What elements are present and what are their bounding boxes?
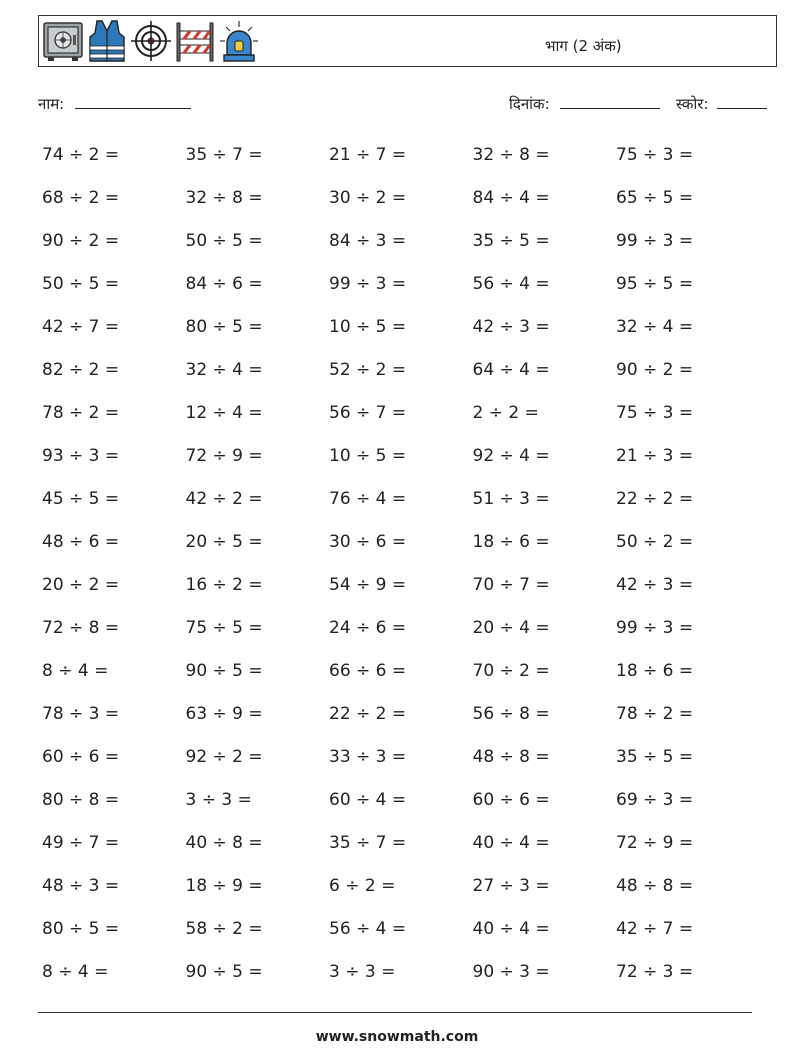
date-field bbox=[509, 94, 660, 114]
problem-item: 60 ÷ 4 = bbox=[329, 790, 407, 810]
problem-item: 35 ÷ 7 = bbox=[185, 145, 263, 165]
problem-item: 10 ÷ 5 = bbox=[329, 446, 407, 466]
siren-light-icon bbox=[218, 19, 260, 63]
problem-item: 51 ÷ 3 = bbox=[472, 489, 550, 509]
problem-item: 21 ÷ 3 = bbox=[616, 446, 694, 466]
problem-item: 65 ÷ 5 = bbox=[616, 188, 694, 208]
problem-item: 32 ÷ 8 = bbox=[185, 188, 263, 208]
problem-item: 49 ÷ 7 = bbox=[42, 833, 120, 853]
problem-item: 50 ÷ 2 = bbox=[616, 532, 694, 552]
problem-item: 18 ÷ 9 = bbox=[185, 876, 263, 896]
problem-item: 33 ÷ 3 = bbox=[329, 747, 407, 767]
problem-item: 90 ÷ 2 = bbox=[616, 360, 694, 380]
problem-item: 56 ÷ 7 = bbox=[329, 403, 407, 423]
safe-icon bbox=[42, 19, 84, 63]
road-barrier-icon bbox=[174, 19, 216, 63]
problem-item: 21 ÷ 7 = bbox=[329, 145, 407, 165]
problem-item: 76 ÷ 4 = bbox=[329, 489, 407, 509]
problem-item: 80 ÷ 5 = bbox=[42, 919, 120, 939]
problem-item: 69 ÷ 3 = bbox=[616, 790, 694, 810]
problem-item: 78 ÷ 3 = bbox=[42, 704, 120, 724]
problem-item: 78 ÷ 2 = bbox=[42, 403, 120, 423]
name-blank[interactable] bbox=[75, 94, 191, 109]
page-title: भाग (2 अंक) bbox=[545, 37, 622, 55]
problem-item: 35 ÷ 7 = bbox=[329, 833, 407, 853]
problem-item: 32 ÷ 8 = bbox=[472, 145, 550, 165]
problem-item: 90 ÷ 5 = bbox=[185, 962, 263, 982]
problem-item: 50 ÷ 5 = bbox=[42, 274, 120, 294]
problem-item: 66 ÷ 6 = bbox=[329, 661, 407, 681]
crosshair-target-icon bbox=[130, 19, 172, 63]
problem-item: 20 ÷ 4 = bbox=[472, 618, 550, 638]
problem-item: 8 ÷ 4 = bbox=[42, 962, 109, 982]
problem-item: 35 ÷ 5 = bbox=[472, 231, 550, 251]
problem-item: 68 ÷ 2 = bbox=[42, 188, 120, 208]
problem-item: 92 ÷ 4 = bbox=[472, 446, 550, 466]
problem-item: 56 ÷ 8 = bbox=[472, 704, 550, 724]
problem-item: 24 ÷ 6 = bbox=[329, 618, 407, 638]
problem-item: 52 ÷ 2 = bbox=[329, 360, 407, 380]
problem-item: 48 ÷ 3 = bbox=[42, 876, 120, 896]
problem-item: 93 ÷ 3 = bbox=[42, 446, 120, 466]
problem-grid bbox=[42, 137, 760, 997]
problem-item: 75 ÷ 3 = bbox=[616, 403, 694, 423]
problem-item: 90 ÷ 2 = bbox=[42, 231, 120, 251]
problem-item: 18 ÷ 6 = bbox=[472, 532, 550, 552]
problem-item: 48 ÷ 8 = bbox=[472, 747, 550, 767]
problem-item: 12 ÷ 4 = bbox=[185, 403, 263, 423]
problem-item: 78 ÷ 2 = bbox=[616, 704, 694, 724]
problem-item: 99 ÷ 3 = bbox=[616, 231, 694, 251]
problem-item: 90 ÷ 3 = bbox=[472, 962, 550, 982]
problem-item: 80 ÷ 8 = bbox=[42, 790, 120, 810]
problem-item: 42 ÷ 2 = bbox=[185, 489, 263, 509]
score-field bbox=[676, 94, 767, 114]
problem-item: 40 ÷ 4 = bbox=[472, 833, 550, 853]
problem-item: 35 ÷ 5 = bbox=[616, 747, 694, 767]
problem-item: 58 ÷ 2 = bbox=[185, 919, 263, 939]
problem-item: 92 ÷ 2 = bbox=[185, 747, 263, 767]
problem-item: 95 ÷ 5 = bbox=[616, 274, 694, 294]
problem-item: 99 ÷ 3 = bbox=[616, 618, 694, 638]
safety-vest-icon bbox=[86, 19, 128, 63]
problem-item: 63 ÷ 9 = bbox=[185, 704, 263, 724]
problem-item: 45 ÷ 5 = bbox=[42, 489, 120, 509]
problem-item: 70 ÷ 7 = bbox=[472, 575, 550, 595]
date-label: दिनांक: bbox=[509, 95, 550, 113]
problem-item: 2 ÷ 2 = bbox=[472, 403, 539, 423]
problem-item: 42 ÷ 3 = bbox=[616, 575, 694, 595]
header-icons bbox=[42, 19, 260, 63]
problem-item: 82 ÷ 2 = bbox=[42, 360, 120, 380]
problem-item: 3 ÷ 3 = bbox=[185, 790, 252, 810]
date-blank[interactable] bbox=[560, 94, 660, 109]
problem-item: 84 ÷ 3 = bbox=[329, 231, 407, 251]
problem-item: 30 ÷ 2 = bbox=[329, 188, 407, 208]
problem-item: 16 ÷ 2 = bbox=[185, 575, 263, 595]
problem-item: 20 ÷ 2 = bbox=[42, 575, 120, 595]
problem-item: 27 ÷ 3 = bbox=[472, 876, 550, 896]
problem-item: 3 ÷ 3 = bbox=[329, 962, 396, 982]
problem-item: 8 ÷ 4 = bbox=[42, 661, 109, 681]
problem-item: 18 ÷ 6 = bbox=[616, 661, 694, 681]
footer-url: www.snowmath.com bbox=[315, 1029, 479, 1045]
problem-item: 84 ÷ 6 = bbox=[185, 274, 263, 294]
problem-item: 60 ÷ 6 = bbox=[42, 747, 120, 767]
problem-item: 75 ÷ 3 = bbox=[616, 145, 694, 165]
problem-item: 30 ÷ 6 = bbox=[329, 532, 407, 552]
problem-item: 72 ÷ 3 = bbox=[616, 962, 694, 982]
problem-item: 48 ÷ 8 = bbox=[616, 876, 694, 896]
problem-item: 80 ÷ 5 = bbox=[185, 317, 263, 337]
problem-item: 84 ÷ 4 = bbox=[472, 188, 550, 208]
problem-item: 56 ÷ 4 = bbox=[472, 274, 550, 294]
name-field bbox=[38, 94, 191, 114]
problem-item: 56 ÷ 4 = bbox=[329, 919, 407, 939]
problem-item: 42 ÷ 7 = bbox=[616, 919, 694, 939]
problem-item: 40 ÷ 4 = bbox=[472, 919, 550, 939]
score-label: स्कोर: bbox=[676, 95, 709, 113]
problem-item: 20 ÷ 5 = bbox=[185, 532, 263, 552]
problem-item: 22 ÷ 2 = bbox=[329, 704, 407, 724]
score-blank[interactable] bbox=[717, 94, 767, 109]
problem-item: 6 ÷ 2 = bbox=[329, 876, 396, 896]
problem-item: 32 ÷ 4 = bbox=[616, 317, 694, 337]
problem-item: 72 ÷ 9 = bbox=[616, 833, 694, 853]
header-box bbox=[38, 15, 777, 67]
problem-item: 40 ÷ 8 = bbox=[185, 833, 263, 853]
problem-item: 54 ÷ 9 = bbox=[329, 575, 407, 595]
problem-item: 64 ÷ 4 = bbox=[472, 360, 550, 380]
problem-item: 70 ÷ 2 = bbox=[472, 661, 550, 681]
problem-item: 90 ÷ 5 = bbox=[185, 661, 263, 681]
name-label: नाम: bbox=[38, 95, 65, 113]
problem-item: 75 ÷ 5 = bbox=[185, 618, 263, 638]
problem-item: 74 ÷ 2 = bbox=[42, 145, 120, 165]
problem-item: 72 ÷ 9 = bbox=[185, 446, 263, 466]
problem-item: 10 ÷ 5 = bbox=[329, 317, 407, 337]
problem-item: 72 ÷ 8 = bbox=[42, 618, 120, 638]
footer-divider bbox=[38, 1012, 752, 1013]
problem-item: 22 ÷ 2 = bbox=[616, 489, 694, 509]
problem-item: 99 ÷ 3 = bbox=[329, 274, 407, 294]
problem-item: 50 ÷ 5 = bbox=[185, 231, 263, 251]
problem-item: 60 ÷ 6 = bbox=[472, 790, 550, 810]
problem-item: 42 ÷ 3 = bbox=[472, 317, 550, 337]
problem-item: 48 ÷ 6 = bbox=[42, 532, 120, 552]
problem-item: 42 ÷ 7 = bbox=[42, 317, 120, 337]
problem-item: 32 ÷ 4 = bbox=[185, 360, 263, 380]
